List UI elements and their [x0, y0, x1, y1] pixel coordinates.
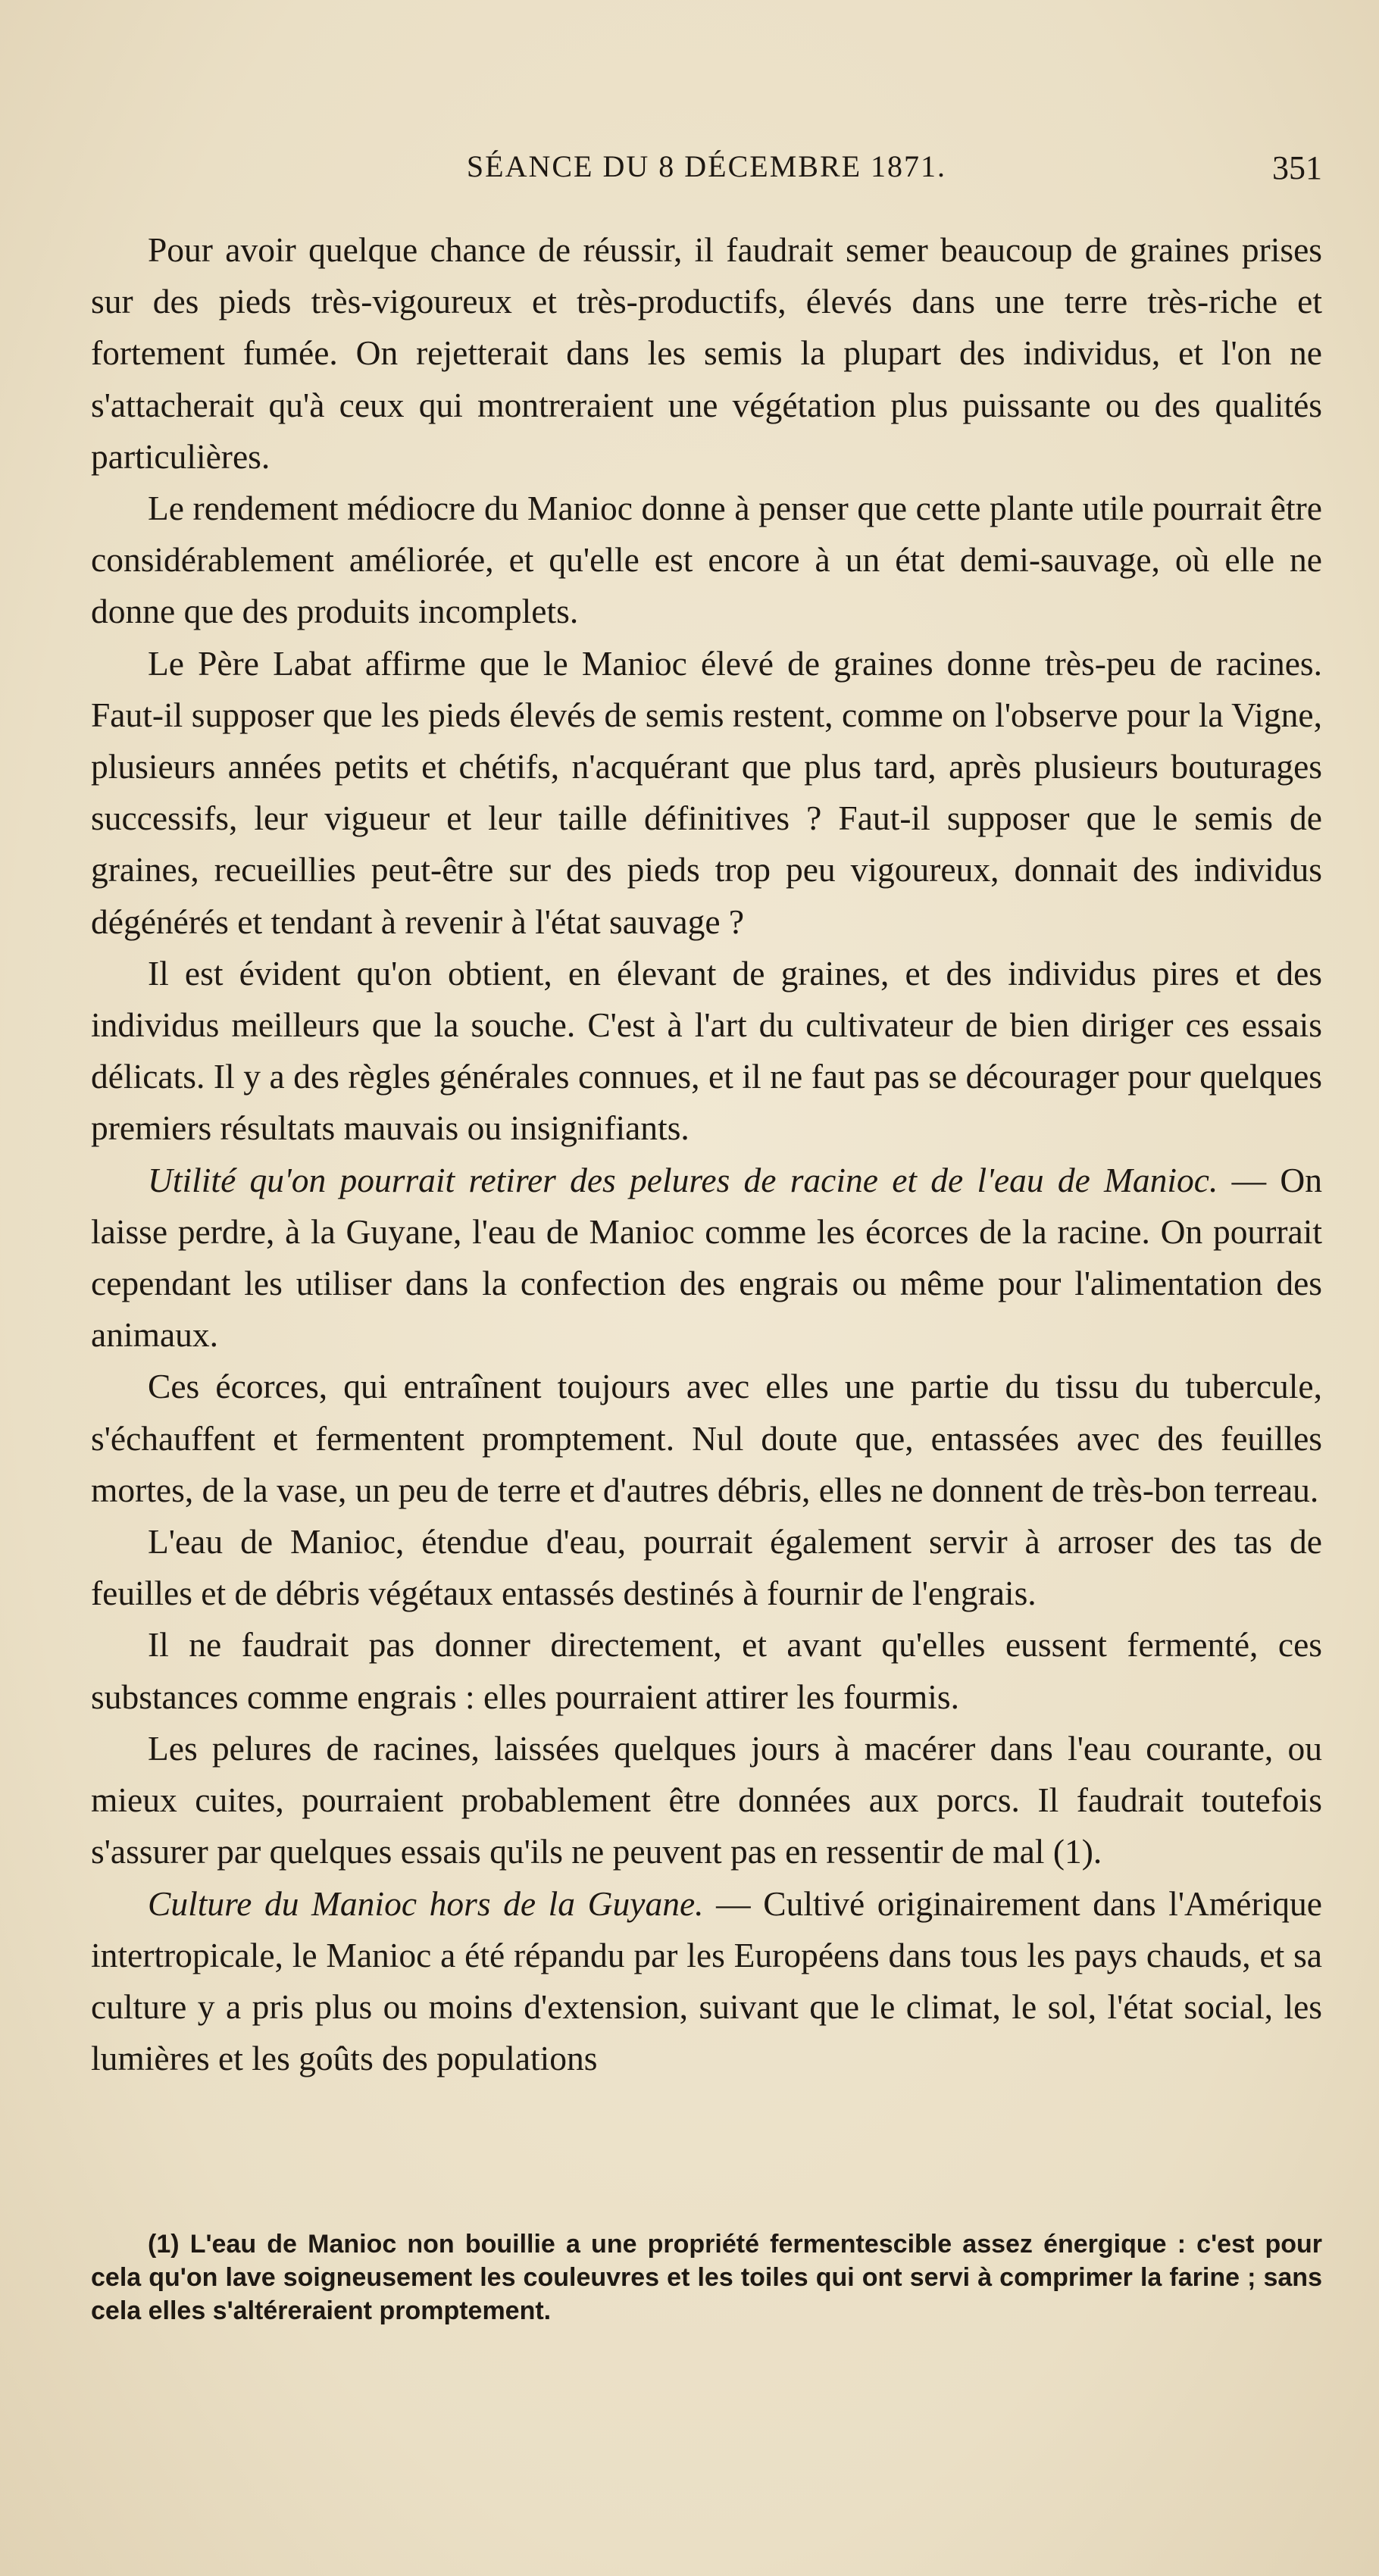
section-heading: Utilité qu'on pourrait retirer des pelures de racine et de l'eau de Manioc. [148, 1160, 1218, 1199]
paragraph: Ces écorces, qui entraînent toujours avec elles une partie du tissu du tubercule, s'échauffent et fermentent promptement. Nul doute que, entassées avec des feuilles mortes, de la vase, un peu de terre et d'autres débris, elles ne donnent de très-bon terreau. [91, 1367, 1322, 1509]
page-header [91, 148, 1322, 194]
footnotes [91, 2227, 1322, 2327]
paragraph: Pour avoir quelque chance de réussir, il faudrait semer beaucoup de graines prises sur des pieds très-vigoureux et très-productifs, élevés dans une terre très-riche et fortement fumée. On rejetterait dans les semis la plupart des individus, et l'on ne s'attacherait qu'à ceux qui montreraient une végétation plus puissante ou des qualités particulières. [91, 230, 1322, 476]
paragraph: Le Père Labat affirme que le Manioc élevé de graines donne très-peu de racines. Faut-il supposer que les pieds élevés de semis restent, comme on l'observe pour la Vigne, plusieurs années petits et chétifs, n'acquérant que plus tard, après plusieurs bouturages successifs, leur vigueur et leur taille définitives ? Faut-il supposer que le semis de graines, recueillies peut-être sur des pieds trop peu vigoureux, donnait des individus dégénérés et tendant à revenir à l'état sauvage ? [91, 643, 1322, 941]
paragraph: Il ne faudrait pas donner directement, et avant qu'elles eussent fermenté, ces substances comme engrais : elles pourraient attirer les fourmis. [91, 1625, 1322, 1716]
running-title: SÉANCE DU 8 DÉCEMBRE 1871. [466, 149, 947, 183]
paragraph: Les pelures de racines, laissées quelques jours à macérer dans l'eau courante, ou mieux cuites, pourraient probablement être données aux porcs. Il faudrait toutefois s'assurer par quelques essais qu'ils ne peuvent pas en ressentir de mal (1). [91, 1728, 1322, 1871]
paragraph-text: — Cultivé originairement dans l'Amérique intertropicale, le Manioc a été répandu par les Européens dans tous les pays chauds, et sa culture y a pris plus ou moins d'extension, suivant que le climat, le sol, l'état social, les lumières et les goûts des populations [91, 1884, 1322, 2078]
paragraph [91, 1878, 1322, 2085]
footnote: (1) L'eau de Manioc non bouillie a une propriété fermentescible assez énergique : c'est pour cela qu'on lave soigneusement les couleuvres et les toiles qui ont servi à comprimer la farine ; sans cela elles s'altéreraient promptement. [91, 2230, 1322, 2325]
body-text [91, 224, 1322, 2084]
paragraph: L'eau de Manioc, étendue d'eau, pourrait également servir à arroser des tas de feuilles et de débris végétaux entassés destinés à fournir de l'engrais. [91, 1522, 1322, 1613]
paragraph-text: — On laisse perdre, à la Guyane, l'eau de Manioc comme les écorces de la racine. On pourrait cependant les utiliser dans la confection des engrais ou même pour l'alimentation des animaux. [91, 1160, 1323, 1355]
paragraph: Le rendement médiocre du Manioc donne à penser que cette plante utile pourrait être considérablement améliorée, et qu'elle est encore à un état demi-sauvage, où elle ne donne que des produits incomplets. [91, 489, 1322, 631]
section-heading: Culture du Manioc hors de la Guyane. [148, 1884, 704, 1923]
paragraph: Il est évident qu'on obtient, en élevant de graines, et des individus pires et des individus meilleurs que la souche. C'est à l'art du cultivateur de bien diriger ces essais délicats. Il y a des règles générales connues, et il ne faut pas se décourager pour quelques premiers résultats mauvais ou insignifiants. [91, 953, 1322, 1148]
page-number: 351 [1272, 149, 1322, 186]
paragraph [91, 1155, 1322, 1361]
